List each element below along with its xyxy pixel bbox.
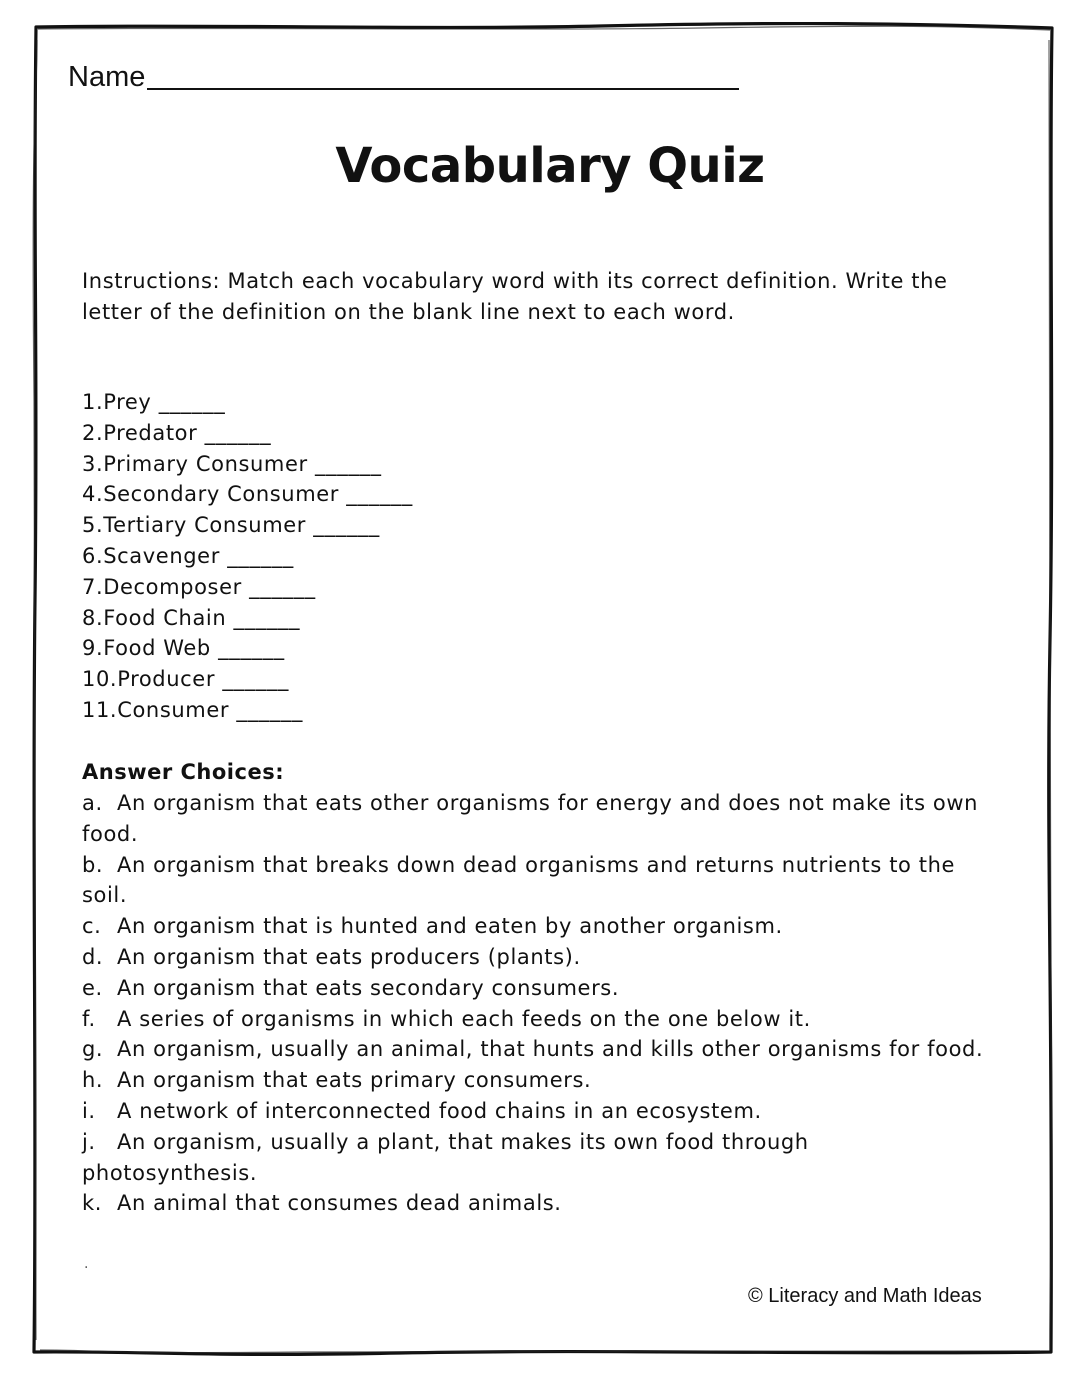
answer-choice bbox=[82, 788, 987, 850]
choice-letter: h. bbox=[82, 1068, 104, 1093]
choice-letter: j. bbox=[82, 1129, 96, 1154]
answer-choice bbox=[82, 1188, 987, 1219]
choice-letter: d. bbox=[82, 944, 104, 969]
term-item: 7.Decomposer ______ bbox=[82, 574, 316, 599]
term-item: 6.Scavenger ______ bbox=[82, 543, 294, 568]
term-item: 8.Food Chain ______ bbox=[82, 605, 301, 630]
choice-text: A series of organisms in which each feeds on the one below it. bbox=[117, 1006, 811, 1031]
copyright-notice: © Literacy and Math Ideas bbox=[748, 1285, 982, 1307]
choice-letter: b. bbox=[82, 852, 104, 877]
choice-text: An organism that eats secondary consumers. bbox=[117, 975, 620, 1000]
term-item: 2.Predator ______ bbox=[82, 420, 272, 445]
choice-letter: g. bbox=[82, 1037, 104, 1062]
answer-choices-heading: Answer Choices: bbox=[82, 760, 285, 784]
term-item: 1.Prey ______ bbox=[82, 390, 226, 414]
term-item: 9.Food Web ______ bbox=[82, 636, 285, 661]
page-title: Vocabulary Quiz bbox=[335, 138, 765, 194]
instructions-text: Instructions: Match each vocabulary word with its correct definition. Write the letter of the definition on the blank line next to each word. bbox=[82, 269, 948, 324]
answer-choice bbox=[82, 1127, 987, 1189]
choice-text: A network of interconnected food chains in an ecosystem. bbox=[117, 1098, 762, 1123]
answer-choice bbox=[82, 1004, 987, 1035]
choice-text: An organism, usually an animal, that hunts and kills other organisms for food. bbox=[117, 1037, 984, 1062]
term-item: 3.Primary Consumer ______ bbox=[82, 451, 382, 476]
answer-choice bbox=[82, 1065, 987, 1096]
choice-text: An organism that eats primary consumers. bbox=[117, 1068, 592, 1093]
choice-letter: i. bbox=[82, 1098, 96, 1123]
answer-choices-list bbox=[82, 788, 987, 1219]
choice-text: An organism that breaks down dead organisms and returns nutrients to the soil. bbox=[82, 852, 956, 908]
choice-letter: c. bbox=[82, 914, 102, 939]
choice-text: An organism that eats other organisms for energy and does not make its own food. bbox=[82, 791, 979, 846]
term-item: 5.Tertiary Consumer ______ bbox=[82, 513, 380, 538]
vocabulary-term-list bbox=[82, 387, 413, 726]
choice-text: An organism that eats producers (plants). bbox=[117, 944, 581, 969]
name-field bbox=[68, 58, 739, 96]
choice-text: An animal that consumes dead animals. bbox=[117, 1191, 562, 1216]
answer-choice bbox=[82, 942, 987, 973]
answer-choice bbox=[82, 973, 987, 1004]
choice-text: An organism that is hunted and eaten by another organism. bbox=[117, 914, 783, 939]
answer-choice bbox=[82, 850, 987, 912]
name-blank-line bbox=[147, 58, 739, 90]
term-item: 4.Secondary Consumer ______ bbox=[82, 482, 413, 507]
choice-letter: k. bbox=[82, 1191, 103, 1216]
term-item: 11.Consumer ______ bbox=[82, 697, 303, 722]
choice-text: An organism, usually a plant, that makes its own food through photosynthesis. bbox=[82, 1129, 809, 1185]
choice-letter: e. bbox=[82, 975, 103, 1000]
answer-choice bbox=[82, 1096, 987, 1127]
answer-choice bbox=[82, 1034, 987, 1065]
stray-mark: . bbox=[84, 1256, 89, 1272]
choice-letter: a. bbox=[82, 791, 103, 815]
name-label: Name bbox=[68, 61, 146, 93]
term-item: 10.Producer ______ bbox=[82, 667, 289, 692]
choice-letter: f. bbox=[82, 1006, 96, 1031]
answer-choice bbox=[82, 911, 987, 942]
